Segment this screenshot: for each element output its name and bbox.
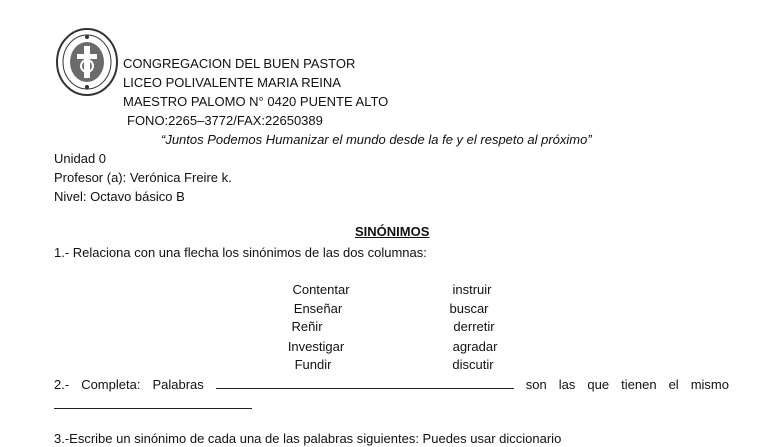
left-word: Contentar (292, 282, 350, 297)
q2-word: las (558, 377, 576, 392)
q2-word: Palabras (152, 377, 204, 392)
unit-label: Unidad 0 (54, 151, 107, 166)
school-phone: FONO:2265–3772/FAX:22650389 (127, 113, 323, 128)
teacher-label: Profesor (a): Verónica Freire k. (54, 170, 232, 185)
level-label: Nivel: Octavo básico B (54, 189, 185, 204)
left-word: Investigar (287, 339, 345, 354)
q2-word: el (668, 377, 679, 392)
congregation-name: CONGREGACION DEL BUEN PASTOR (123, 56, 356, 71)
question-1-prompt: 1.- Relaciona con una flecha los sinónimos de las dos columnas: (54, 245, 427, 260)
q2-word: que (587, 377, 610, 392)
school-logo (54, 26, 120, 98)
school-address: MAESTRO PALOMO N° 0420 PUENTE ALTO (123, 94, 389, 109)
right-word: agradar (452, 339, 498, 354)
q2-word: son (525, 377, 547, 392)
question-3-prompt: 3.-Escribe un sinónimo de cada una de las palabras siguientes: Puedes usar diccionario (54, 431, 562, 446)
school-motto: “Juntos Podemos Humanizar el mundo desde la fe y el respeto al próximo” (161, 132, 592, 147)
q2-word: mismo (690, 377, 729, 392)
q2-word: 2.- (54, 377, 70, 392)
answer-blank[interactable] (216, 376, 514, 389)
right-word: discutir (452, 357, 494, 372)
left-word: Enseñar (293, 301, 343, 316)
right-word: instruir (452, 282, 492, 297)
worksheet-title: SINÓNIMOS (355, 224, 430, 239)
right-word: buscar (449, 301, 489, 316)
q2-word: Completa: (81, 377, 141, 392)
question-2-line (54, 376, 729, 392)
left-word: Reñir (291, 319, 323, 334)
right-word: derretir (453, 319, 495, 334)
answer-blank-continuation[interactable] (54, 396, 252, 409)
school-name: LICEO POLIVALENTE MARIA REINA (123, 75, 341, 90)
q2-word: tienen (621, 377, 657, 392)
left-word: Fundir (294, 357, 332, 372)
